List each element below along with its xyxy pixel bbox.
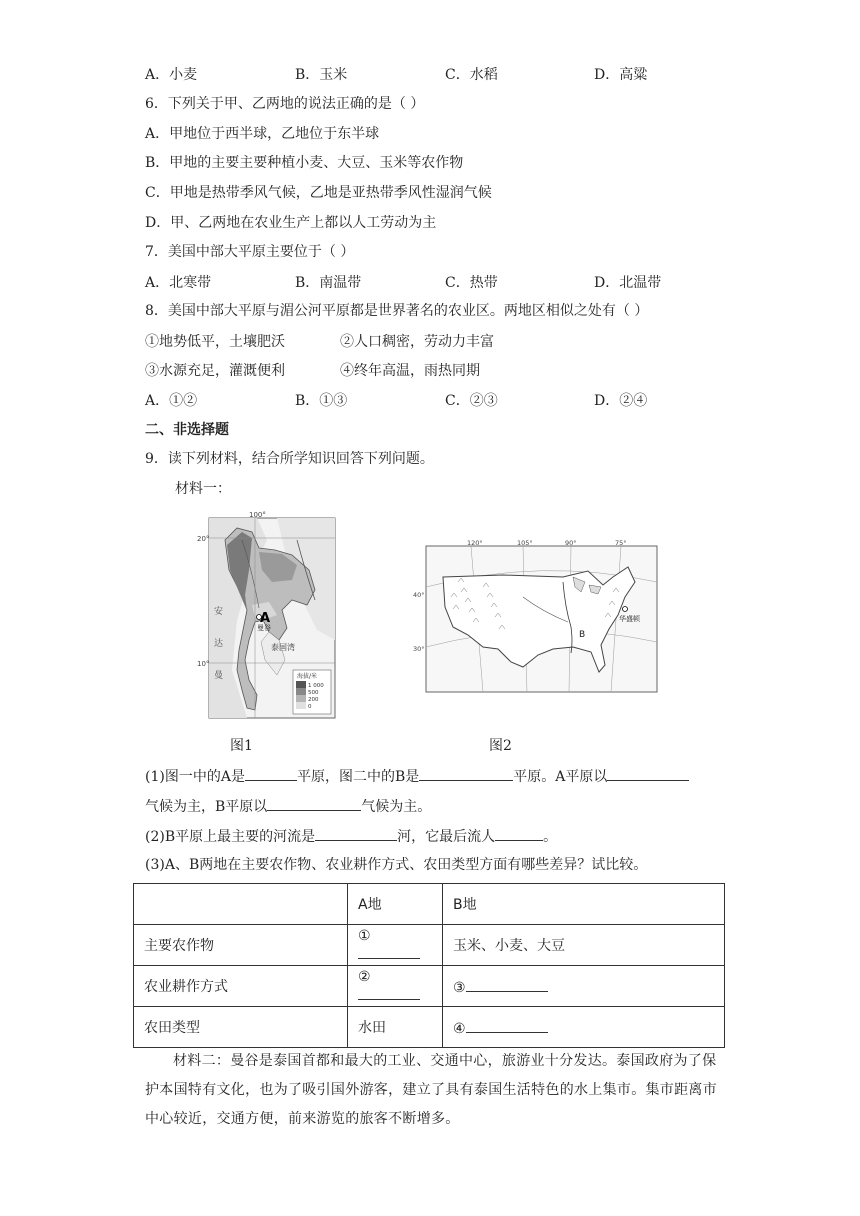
table-answer-cell: [443, 1007, 725, 1048]
figure2-usa-map: [413, 537, 659, 694]
q8-option-b: B．①③: [295, 393, 348, 409]
material2-paragraph: 材料二：曼谷是泰国首都和最大的工业、交通中心，旅游业十分发达。泰国政府为了保护本国特有文化，也为了吸引国外游客，建立了具有泰国生活特色的水上集市。集市距离市中心较近，交通方便，前来游览的旅客不断增多。: [145, 1053, 717, 1127]
fig1-gulf-label: 泰国湾: [271, 643, 295, 652]
q7-option-c: C．热带: [445, 275, 498, 291]
answer-blank-b-climate[interactable]: [267, 796, 361, 811]
table-answer-cell: [443, 966, 725, 1007]
q9-sub1-line1: [145, 766, 689, 787]
material1-label: 材料一：: [175, 481, 231, 497]
fig1-lat-10: 10°: [197, 660, 210, 668]
legend-value-1000: 1 000: [308, 683, 324, 689]
fig1-sea-label-3: 曼: [214, 671, 224, 681]
answer-blank-a-plain[interactable]: [245, 766, 297, 781]
fig2-lat-40: 40°: [413, 591, 425, 599]
fig2-point-b: B: [579, 630, 586, 640]
q7-option-b: B．南温带: [295, 275, 362, 291]
table-cell: 农业耕作方式: [134, 966, 348, 1007]
table-cell: 玉米、小麦、大豆: [443, 925, 725, 966]
table-header-cell: B地: [443, 884, 725, 925]
q8-item-1: ①地势低平，土壤肥沃: [145, 334, 285, 350]
q5-option-a: A．小麦: [145, 67, 198, 83]
answer-blank-3[interactable]: [466, 977, 548, 992]
legend-value-200: 200: [308, 697, 319, 703]
q6-stem: 6．下列关于甲、乙两地的说法正确的是（ ）: [145, 96, 425, 112]
sub1-text-4: 气候为主，B平原以: [145, 799, 268, 815]
q8-item-4: ④终年高温，雨热同期: [340, 363, 480, 379]
fig2-lat-30: 30°: [413, 645, 425, 653]
section-title: 二、非选择题: [145, 422, 229, 438]
answer-blank-outlet[interactable]: [495, 826, 543, 841]
fig1-point-a: A: [260, 611, 271, 626]
sub2-text-1: (2)B平原上最主要的河流是: [145, 829, 316, 845]
legend-value-500: 500: [308, 690, 319, 696]
fig1-sea-label-2: 达: [214, 639, 224, 649]
table-row: [134, 925, 725, 966]
q9-sub3: (3)A、B两地在主要农作物、农业耕作方式、农田类型方面有哪些差异？试比较。: [145, 857, 648, 873]
sub1-text-5: 气候为主。: [361, 799, 432, 815]
fig1-sea-label-1: 安: [214, 607, 224, 617]
table-header-cell: [134, 884, 348, 925]
answer-blank-b-plain[interactable]: [419, 766, 513, 781]
q6-option-c: C．甲地是热带季风气候，乙地是亚热带季风性湿润气候: [145, 185, 492, 201]
figure1-thailand-map: [197, 510, 339, 722]
table-header-row: [134, 884, 725, 925]
answer-blank-4[interactable]: [466, 1018, 548, 1033]
q6-option-a: A．甲地位于西半球，乙地位于东半球: [145, 126, 380, 142]
q8-item-2: ②人口稠密，劳动力丰富: [340, 334, 494, 350]
fig2-lon-90: 90°: [565, 539, 577, 547]
q5-option-c: C．水稻: [445, 67, 498, 83]
q8-stem: 8．美国中部大平原与湄公河平原都是世界著名的农业区。两地区相似之处有（ ）: [145, 303, 649, 319]
answer-marker-3: ③: [453, 979, 466, 996]
answer-marker-1: ①: [358, 927, 371, 944]
fig2-lon-120: 120°: [467, 539, 483, 547]
legend-value-0: 0: [308, 704, 312, 710]
q9-sub1-line2: [145, 796, 431, 817]
answer-marker-2: ②: [358, 968, 371, 985]
q7-option-a: A．北寒带: [145, 275, 212, 291]
answer-blank-river[interactable]: [315, 826, 397, 841]
q8-item-3: ③水源充足，灌溉便利: [145, 363, 285, 379]
fig1-lat-20: 20°: [197, 535, 210, 543]
table-answer-cell: [348, 966, 443, 1007]
q9-stem: 9．读下列材料，结合所学知识回答下列问题。: [145, 451, 434, 467]
table-cell: 农田类型: [134, 1007, 348, 1048]
q6-option-d: D．甲、乙两地在农业生产上都以人工劳动为主: [145, 215, 437, 231]
figure2-caption: 图2: [489, 738, 512, 754]
table-answer-cell: [348, 925, 443, 966]
q7-option-d: D．北温带: [594, 275, 662, 291]
sub2-text-2: 河，它最后流人: [397, 829, 496, 845]
fig1-elevation-legend: [293, 670, 331, 714]
legend-title: 海拔/米: [297, 673, 318, 680]
q8-option-a: A．①②: [145, 393, 198, 409]
table-row: [134, 1007, 725, 1048]
sub1-text-1: (1)图一中的A是: [145, 769, 245, 785]
washington-marker: [623, 607, 628, 612]
fig2-lon-75: 75°: [615, 539, 627, 547]
figure1-caption: 图1: [230, 738, 253, 754]
sub2-text-3: 。: [543, 829, 558, 845]
fig2-city-label: 华盛顿: [619, 615, 640, 623]
table-cell: 水田: [348, 1007, 443, 1048]
comparison-table: [133, 883, 725, 1048]
answer-blank-1[interactable]: [358, 944, 420, 959]
q8-option-d: D．②④: [594, 393, 648, 409]
table-row: [134, 966, 725, 1007]
sub1-text-2: 平原，图二中的B是: [296, 769, 420, 785]
q8-option-c: C．②③: [445, 393, 498, 409]
q5-option-d: D．高粱: [594, 67, 648, 83]
table-cell: 主要农作物: [134, 925, 348, 966]
q6-option-b: B．甲地的主要主要种植小麦、大豆、玉米等农作物: [145, 155, 464, 171]
table-header-cell: A地: [348, 884, 443, 925]
answer-marker-4: ④: [453, 1020, 466, 1037]
fig1-city-label: 曼谷: [257, 624, 271, 632]
answer-blank-a-climate[interactable]: [607, 766, 689, 781]
q5-option-b: B．玉米: [295, 67, 348, 83]
fig1-lon-100: 100°: [249, 511, 266, 519]
sub1-text-3: 平原。A平原以: [513, 769, 608, 785]
q7-stem: 7．美国中部大平原主要位于（ ）: [145, 244, 355, 260]
answer-blank-2[interactable]: [358, 985, 420, 1000]
q9-sub2: [145, 826, 557, 847]
fig2-lon-105: 105°: [517, 539, 533, 547]
